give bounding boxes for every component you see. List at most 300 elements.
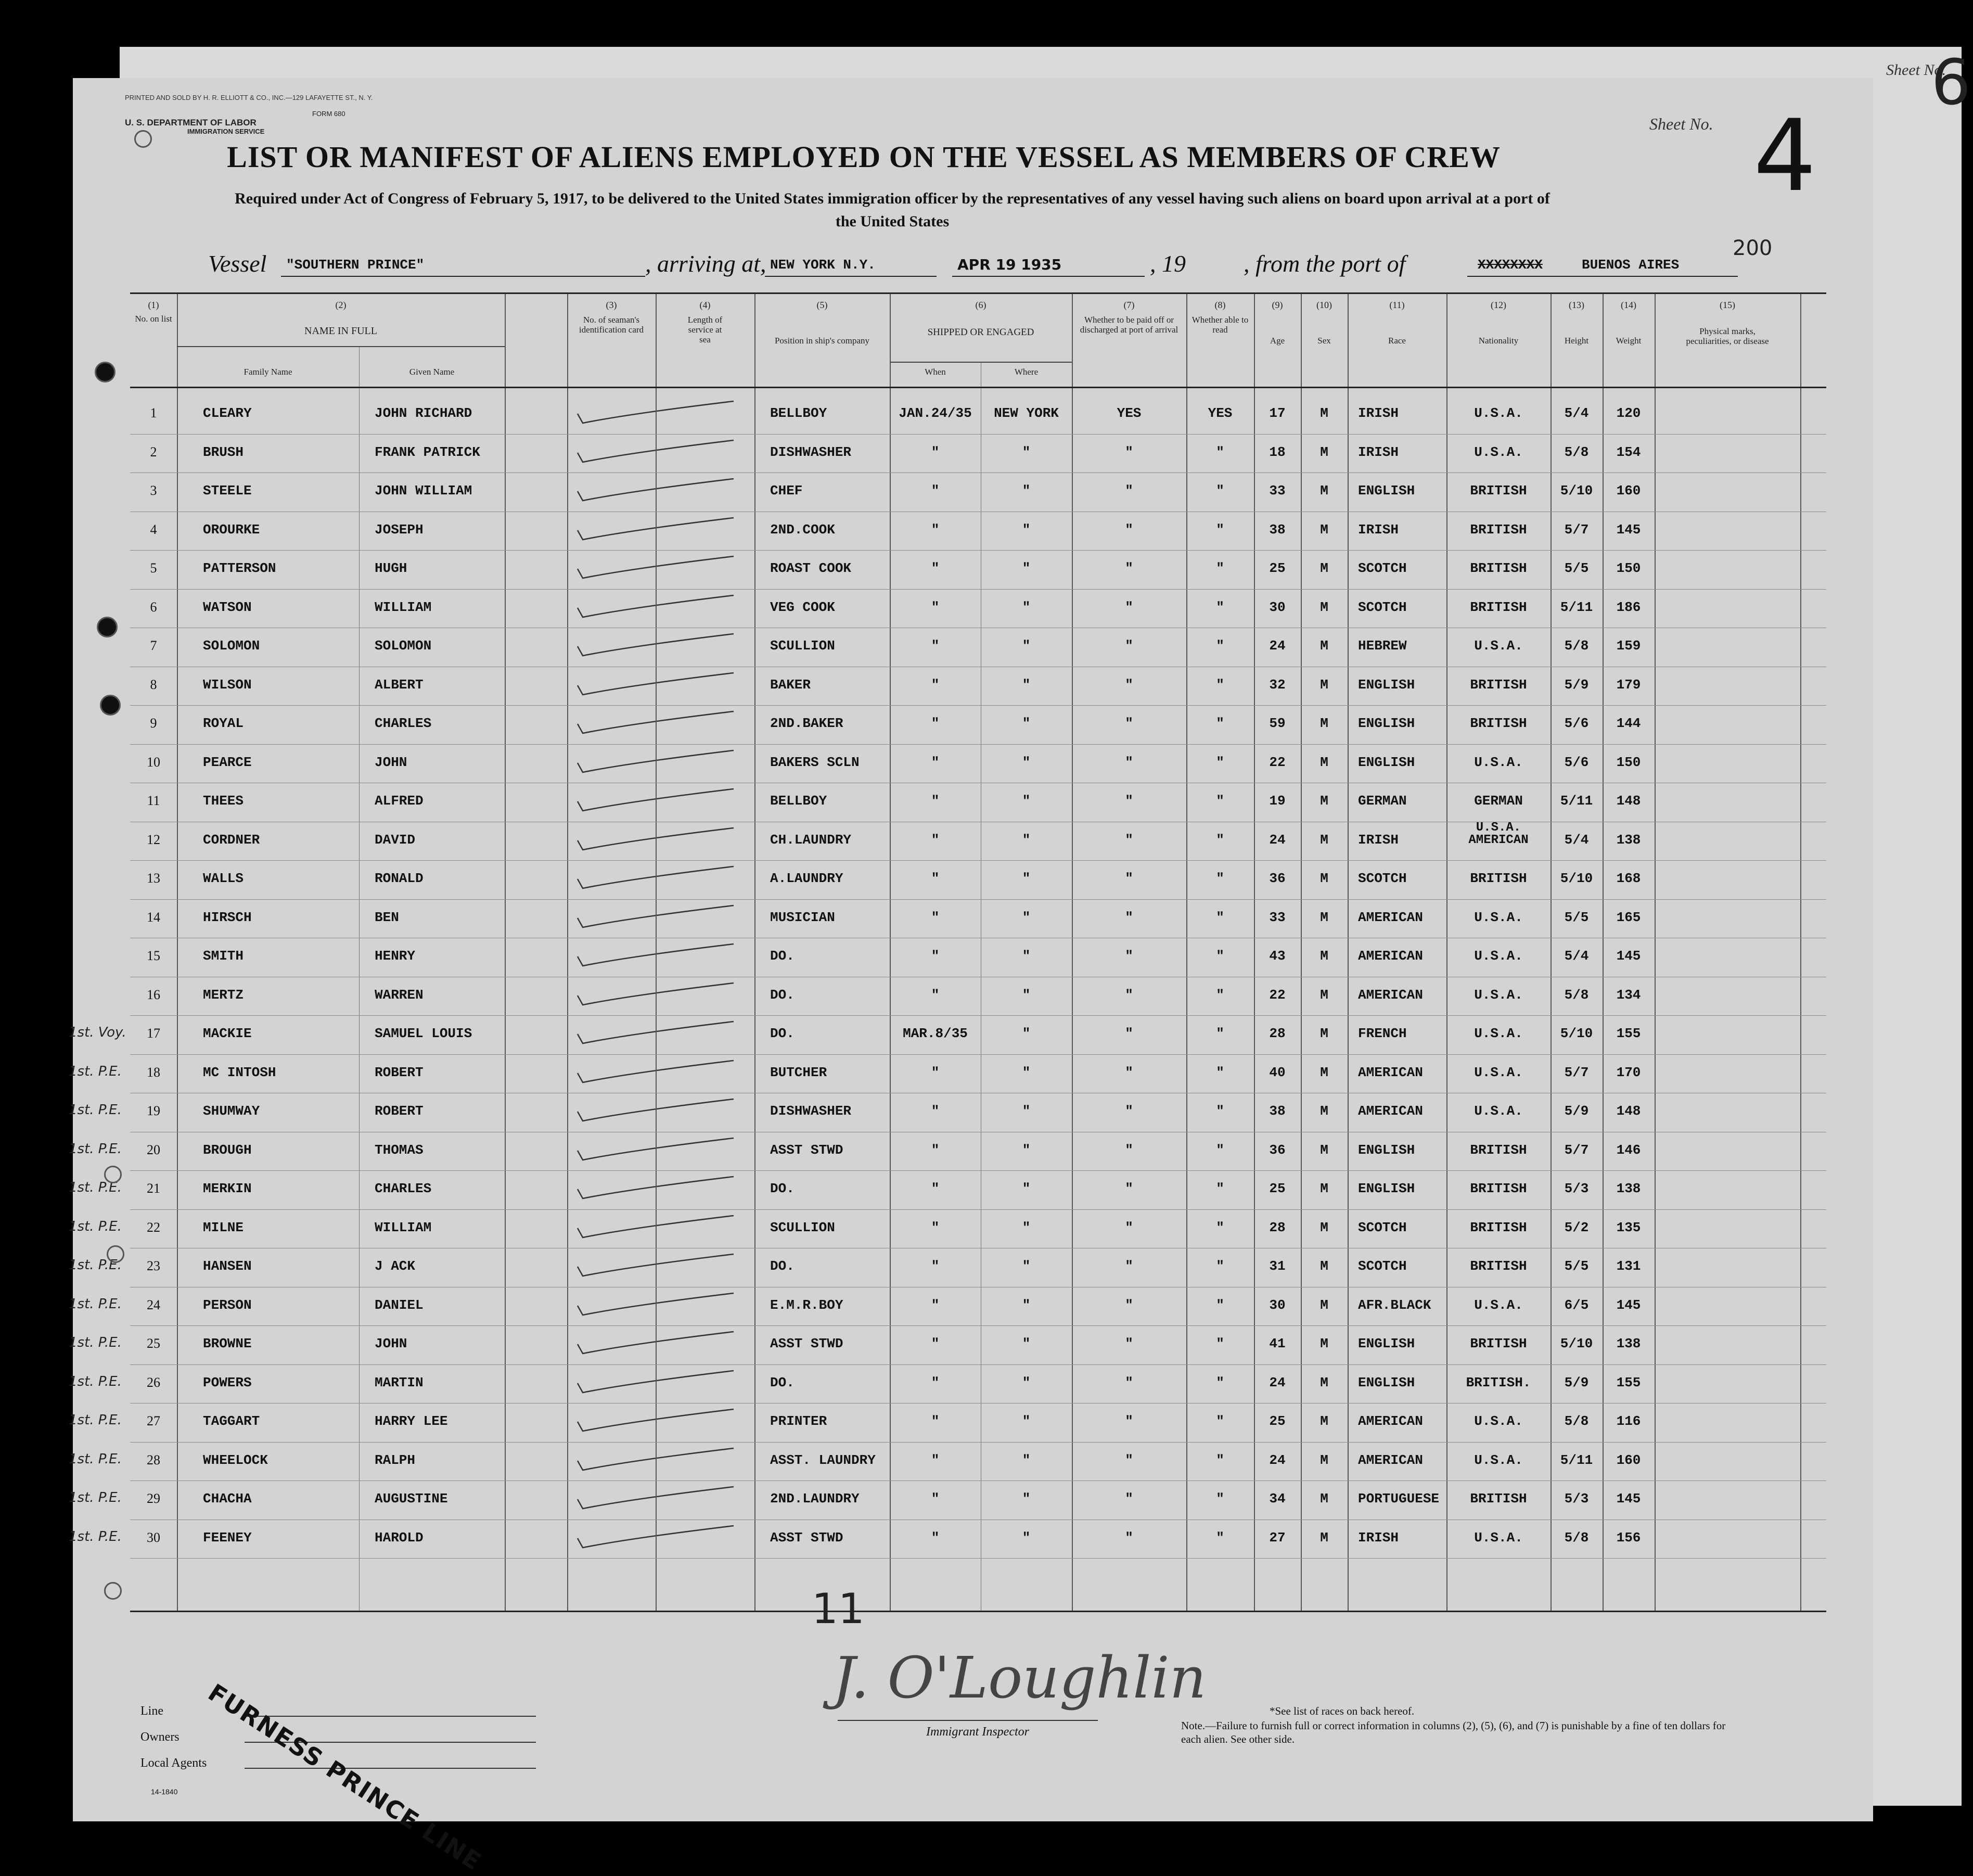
cell-age: 36 [1269, 1142, 1286, 1158]
cell-family-name: SMITH [203, 948, 244, 964]
cell-nationality: U.S.A. [1474, 909, 1523, 925]
col9-header: Age [1270, 336, 1285, 346]
cell-row-number: 23 [147, 1258, 160, 1273]
col13-header: Height [1564, 336, 1589, 346]
cell-paid-off: " [1125, 948, 1133, 964]
cell-paid-off: " [1125, 793, 1133, 809]
cell-weight: 138 [1616, 1336, 1641, 1351]
cell-family-name: PEARCE [203, 754, 252, 770]
cell-position: ASST. LAUNDRY [770, 1452, 876, 1468]
col7-number: (7) [1123, 300, 1135, 310]
cell-weight: 156 [1616, 1529, 1641, 1546]
cell-row-number: 24 [147, 1297, 160, 1312]
cell-given-name: MARTIN [375, 1374, 424, 1390]
cell-shipped-when: " [931, 1258, 940, 1274]
cell-row-number: 27 [147, 1413, 160, 1428]
cell-paid-off: " [1125, 1297, 1133, 1313]
cell-able-to-read: " [1216, 1413, 1224, 1429]
col1-header: No. on list [135, 314, 172, 324]
cell-sex: M [1320, 987, 1328, 1003]
col2a-header: Family Name [244, 367, 292, 377]
cell-age: 24 [1269, 1452, 1286, 1468]
cell-shipped-where: " [1022, 871, 1031, 886]
arriving-label: , arriving at, [645, 250, 766, 277]
cell-height: 5/7 [1564, 1142, 1589, 1158]
cell-able-to-read: " [1216, 1026, 1224, 1041]
table-row [130, 820, 1826, 856]
cell-shipped-where: " [1022, 948, 1031, 964]
cell-position: ASST STWD [770, 1142, 843, 1158]
margin-note: 1st. P.E. [69, 1335, 122, 1350]
cell-age: 27 [1269, 1529, 1286, 1546]
cell-shipped-when: " [931, 1064, 940, 1080]
cell-paid-off: " [1125, 483, 1133, 499]
cell-nationality: BRITISH [1470, 1336, 1527, 1351]
cell-height: 5/6 [1564, 754, 1589, 770]
manifest-page [69, 78, 1873, 1876]
cell-shipped-where: " [1022, 1064, 1031, 1080]
cell-family-name: WALLS [203, 871, 244, 886]
col14-header: Weight [1616, 336, 1642, 346]
cell-family-name: MILNE [203, 1219, 244, 1235]
punch-hole [104, 1166, 122, 1183]
cell-row-number: 21 [147, 1181, 160, 1196]
line-label: Line [140, 1704, 163, 1718]
check-mark-icon [567, 1018, 739, 1050]
cell-weight: 165 [1616, 909, 1641, 925]
col13-number: (13) [1569, 300, 1584, 310]
cell-race: SCOTCH [1358, 1258, 1407, 1274]
margin-note: 1st. P.E. [69, 1141, 122, 1157]
cell-shipped-where: " [1022, 716, 1031, 731]
cell-given-name: BEN [375, 909, 399, 925]
cell-nationality: U.S.A. [1474, 1452, 1523, 1468]
cell-paid-off: " [1125, 1142, 1133, 1158]
col12-number: (12) [1491, 300, 1506, 310]
check-mark-icon [567, 398, 739, 429]
check-mark-icon [567, 708, 739, 739]
cell-row-number: 3 [150, 483, 157, 498]
cell-height: 5/8 [1564, 638, 1589, 654]
cell-sex: M [1320, 948, 1328, 964]
cell-row-number: 29 [147, 1491, 160, 1506]
cell-position: DO. [770, 948, 795, 964]
table-row [69, 1251, 1826, 1282]
margin-note: 1st. P.E. [69, 1490, 122, 1505]
cell-shipped-where: " [1022, 754, 1031, 770]
cell-height: 5/7 [1564, 521, 1589, 538]
cell-given-name: ROBERT [375, 1064, 424, 1080]
owners-label: Owners [140, 1730, 180, 1744]
cell-race: ENGLISH [1358, 1336, 1415, 1351]
cell-weight: 145 [1616, 1297, 1641, 1313]
cell-nationality: U.S.A. [1474, 948, 1523, 964]
cell-paid-off: " [1125, 754, 1133, 770]
cell-paid-off: " [1125, 1336, 1133, 1351]
cell-shipped-when: " [931, 716, 940, 731]
cell-age: 28 [1269, 1219, 1286, 1235]
cell-weight: 160 [1616, 483, 1641, 499]
col1-number: (1) [148, 300, 159, 310]
from-port-struck: XXXXXXXX [1478, 257, 1543, 273]
cell-race: SCOTCH [1358, 1219, 1407, 1235]
table-row [69, 1096, 1826, 1127]
cell-race: AMERICAN [1358, 948, 1423, 964]
cell-given-name: THOMAS [375, 1142, 424, 1158]
cell-shipped-when: " [931, 521, 940, 538]
col8-number: (8) [1214, 300, 1226, 310]
cell-weight: 160 [1616, 1452, 1641, 1468]
cell-position: DISHWASHER [770, 444, 852, 460]
cell-nationality: BRITISH [1470, 599, 1527, 615]
cell-nationality: U.S.A. [1474, 1413, 1523, 1429]
date-stamp: APR 19 1935 [957, 256, 1062, 273]
races-note: *See list of races on back hereof. [1270, 1705, 1415, 1717]
cell-nationality: U.S.A. [1474, 1064, 1523, 1080]
cell-shipped-when: " [931, 1103, 940, 1119]
cell-family-name: MC INTOSH [203, 1064, 276, 1080]
cell-position: VEG COOK [770, 599, 835, 615]
manifest-subtitle: Required under Act of Congress of February 5, 1917, to be delivered to the United States immigration officer by the representatives of any vessel having such aliens on board upon arrival at a port of the United States [235, 190, 1550, 230]
col14-number: (14) [1621, 300, 1636, 310]
check-mark-icon [567, 592, 739, 623]
cell-shipped-where: " [1022, 599, 1031, 615]
cell-race: IRISH [1358, 405, 1399, 421]
check-mark-icon [567, 747, 739, 779]
cell-sex: M [1320, 1529, 1328, 1546]
cell-height: 5/5 [1564, 1258, 1589, 1274]
table-row [130, 708, 1826, 739]
cell-position: ROAST COOK [770, 560, 852, 576]
col2-header: NAME IN FULL [304, 325, 377, 337]
check-mark-icon [567, 515, 739, 546]
cell-weight: 154 [1616, 444, 1641, 460]
cell-position: BAKER [770, 677, 811, 693]
cell-weight: 138 [1616, 832, 1641, 848]
cell-nationality: U.S.A. [1474, 987, 1523, 1003]
cell-family-name: MACKIE [203, 1026, 252, 1041]
cell-position: DO. [770, 1258, 795, 1274]
cell-sex: M [1320, 909, 1328, 925]
col12-header: Nationality [1478, 336, 1519, 346]
col6a-header: When [925, 367, 946, 377]
cell-race: IRISH [1358, 444, 1399, 460]
cell-paid-off: " [1125, 560, 1133, 576]
vessel-name: "SOUTHERN PRINCE" [286, 257, 425, 273]
cell-sex: M [1320, 832, 1328, 848]
cell-family-name: TAGGART [203, 1413, 260, 1429]
check-mark-icon [567, 980, 739, 1011]
cell-shipped-when: MAR.8/35 [903, 1026, 968, 1041]
col9-number: (9) [1272, 300, 1283, 310]
cell-paid-off: " [1125, 909, 1133, 925]
cell-sex: M [1320, 599, 1328, 615]
margin-note: 1st. Voy. [69, 1025, 126, 1040]
cell-race: AMERICAN [1358, 1413, 1423, 1429]
margin-note: 1st. P.E. [69, 1528, 122, 1545]
cell-able-to-read: " [1216, 521, 1224, 538]
col6-header: SHIPPED OR ENGAGED [927, 327, 1034, 338]
cell-position: 2ND.BAKER [770, 716, 843, 731]
cell-position: DO. [770, 1026, 795, 1041]
cell-shipped-when: " [931, 1491, 940, 1507]
cell-paid-off: " [1125, 716, 1133, 731]
cell-nationality: BRITISH [1470, 1491, 1527, 1507]
cell-sex: M [1320, 1452, 1328, 1468]
cell-height: 5/8 [1564, 1413, 1589, 1429]
cell-able-to-read: " [1216, 793, 1224, 809]
cell-shipped-when: " [931, 1529, 940, 1546]
cell-family-name: CLEARY [203, 405, 252, 421]
line-stamp: FURNESS PRINCE LINE [203, 1678, 487, 1876]
cell-shipped-where: " [1022, 1026, 1031, 1041]
cell-weight: 148 [1616, 793, 1641, 809]
crew-table [69, 292, 1826, 1612]
cell-paid-off: " [1125, 987, 1133, 1003]
cell-paid-off: " [1125, 1413, 1133, 1429]
cell-family-name: ROYAL [203, 716, 244, 731]
cell-shipped-where: " [1022, 560, 1031, 576]
col3-number: (3) [606, 300, 617, 310]
check-mark-icon [567, 1523, 739, 1554]
cell-able-to-read: " [1216, 1258, 1224, 1274]
cell-sex: M [1320, 1336, 1328, 1351]
cell-given-name: JOSEPH [375, 521, 424, 538]
table-row [130, 941, 1826, 972]
cell-shipped-where: " [1022, 1258, 1031, 1274]
cell-row-number: 25 [147, 1336, 160, 1351]
cell-given-name: JOHN WILLIAM [375, 483, 472, 499]
cell-family-name: BRUSH [203, 444, 244, 460]
cell-weight: 135 [1616, 1219, 1641, 1235]
margin-note: 1st. P.E. [69, 1296, 122, 1312]
cell-age: 41 [1269, 1336, 1286, 1351]
vessel-count: 200 [1733, 236, 1773, 260]
cell-able-to-read: " [1216, 1181, 1224, 1196]
cell-able-to-read: " [1216, 754, 1224, 770]
cell-paid-off: " [1125, 521, 1133, 538]
cell-age: 33 [1269, 483, 1286, 499]
cell-height: 5/9 [1564, 1374, 1589, 1390]
form-code: 14-1840 [151, 1788, 178, 1796]
cell-paid-off: " [1125, 638, 1133, 654]
check-mark-icon [567, 1251, 739, 1282]
cell-shipped-where: " [1022, 1219, 1031, 1235]
vessel-label: Vessel [208, 250, 267, 277]
cell-age: 18 [1269, 444, 1286, 460]
cell-paid-off: " [1125, 1452, 1133, 1468]
cell-nationality: BRITISH. [1466, 1374, 1531, 1390]
cell-nationality: BRITISH [1470, 483, 1527, 499]
cell-position: CH.LAUNDRY [770, 832, 852, 848]
cell-sex: M [1320, 560, 1328, 576]
cell-family-name: WILSON [203, 677, 252, 693]
cell-shipped-where: " [1022, 677, 1031, 693]
cell-race: GERMAN [1358, 793, 1407, 809]
cell-able-to-read: " [1216, 560, 1224, 576]
table-row [130, 980, 1826, 1011]
cell-age: 43 [1269, 948, 1286, 964]
cell-position: A.LAUNDRY [770, 871, 843, 886]
cell-position: DO. [770, 987, 795, 1003]
cell-row-number: 16 [147, 987, 160, 1002]
cell-position: SCULLION [770, 1219, 835, 1235]
table-row [130, 631, 1826, 662]
cell-position: E.M.R.BOY [770, 1297, 843, 1313]
cell-age: 25 [1269, 1413, 1286, 1429]
margin-note: 1st. P.E. [69, 1102, 122, 1118]
cell-weight: 148 [1616, 1103, 1641, 1119]
table-row [130, 863, 1826, 895]
cell-height: 6/5 [1564, 1297, 1589, 1313]
cell-given-name: JOHN RICHARD [375, 405, 472, 421]
cell-race: AMERICAN [1358, 1103, 1423, 1119]
cell-paid-off: " [1125, 832, 1133, 848]
cell-position: PRINTER [770, 1413, 827, 1429]
cell-position: BUTCHER [770, 1064, 827, 1080]
check-mark-icon [567, 1329, 739, 1360]
check-mark-icon [567, 631, 739, 662]
cell-able-to-read: " [1216, 948, 1224, 964]
cell-height: 5/8 [1564, 1529, 1589, 1546]
cell-family-name: CHACHA [203, 1491, 252, 1507]
cell-family-name: STEELE [203, 483, 252, 499]
punch-hole [97, 617, 118, 637]
cell-able-to-read: " [1216, 1142, 1224, 1158]
cell-age: 33 [1269, 909, 1286, 925]
cell-sex: M [1320, 1219, 1328, 1235]
cell-shipped-when: " [931, 1413, 940, 1429]
cell-shipped-where: " [1022, 1491, 1031, 1507]
cell-position: SCULLION [770, 638, 835, 654]
cell-nationality: U.S.A. [1474, 1026, 1523, 1041]
cell-nationality: BRITISH [1470, 716, 1527, 731]
col4-header: Length of service at sea [687, 315, 723, 344]
cell-sex: M [1320, 638, 1328, 654]
cell-weight: 145 [1616, 521, 1641, 538]
cell-position: MUSICIAN [770, 909, 835, 925]
col10-number: (10) [1316, 300, 1332, 310]
cell-weight: 131 [1616, 1258, 1641, 1274]
check-mark-icon [567, 941, 739, 972]
cell-nationality: U.S.A. [1474, 405, 1523, 421]
cell-age: 17 [1269, 405, 1286, 421]
cell-paid-off: " [1125, 871, 1133, 886]
from-port: BUENOS AIRES [1582, 257, 1680, 273]
cell-row-number: 19 [147, 1103, 160, 1118]
cell-given-name: SAMUEL LOUIS [375, 1026, 472, 1041]
cell-age: 34 [1269, 1491, 1286, 1507]
cell-shipped-where: " [1022, 793, 1031, 809]
cell-given-name: CHARLES [375, 716, 432, 731]
check-mark-icon [567, 1406, 739, 1437]
cell-paid-off: YES [1117, 405, 1142, 421]
cell-family-name: PATTERSON [203, 560, 276, 576]
col8-header: Whether able to read [1192, 315, 1249, 335]
check-mark-icon [567, 1445, 739, 1476]
cell-sex: M [1320, 1297, 1328, 1313]
cell-family-name: PERSON [203, 1297, 252, 1313]
cell-able-to-read: YES [1208, 405, 1233, 421]
table-row [130, 670, 1826, 701]
cell-row-number: 9 [150, 716, 157, 731]
table-row [130, 553, 1826, 584]
cell-sex: M [1320, 1026, 1328, 1041]
punch-hole [107, 1245, 124, 1263]
cell-given-name: DANIEL [375, 1297, 424, 1313]
sheet-number-label: Sheet No. [1649, 114, 1713, 133]
cell-shipped-when: " [931, 793, 940, 809]
cell-race: ENGLISH [1358, 716, 1415, 731]
cell-age: 24 [1269, 638, 1286, 654]
cell-race: SCOTCH [1358, 871, 1407, 886]
under-sheet-number: 6 [1931, 47, 1971, 119]
cell-nationality: U.S.A. AMERICAN [1468, 820, 1529, 847]
check-mark-icon [567, 1290, 739, 1321]
cell-paid-off: " [1125, 1064, 1133, 1080]
cell-given-name: SOLOMON [375, 638, 432, 654]
cell-height: 5/10 [1560, 871, 1593, 886]
cell-paid-off: " [1125, 1026, 1133, 1041]
cell-height: 5/11 [1560, 1452, 1593, 1468]
cell-race: ENGLISH [1358, 1142, 1415, 1158]
cell-position: BELLBOY [770, 405, 827, 421]
cell-able-to-read: " [1216, 1491, 1224, 1507]
cell-position: BELLBOY [770, 793, 827, 809]
check-mark-icon [567, 1057, 739, 1089]
margin-note: 1st. P.E. [69, 1063, 122, 1079]
cell-able-to-read: " [1216, 638, 1224, 654]
table-row [69, 1213, 1826, 1244]
cell-position: DO. [770, 1374, 795, 1390]
cell-given-name: DAVID [375, 832, 416, 848]
cell-nationality: U.S.A. [1474, 444, 1523, 460]
cell-able-to-read: " [1216, 871, 1224, 886]
table-row [130, 592, 1826, 623]
cell-shipped-when: " [931, 754, 940, 770]
cell-race: ENGLISH [1358, 1374, 1415, 1390]
cell-position: 2ND.COOK [770, 521, 835, 538]
cell-family-name: MERTZ [203, 987, 244, 1003]
cell-shipped-when: " [931, 1297, 940, 1313]
cell-nationality: U.S.A. [1474, 1103, 1523, 1119]
cell-age: 30 [1269, 1297, 1286, 1313]
cell-row-number: 7 [150, 638, 157, 653]
cell-weight: 155 [1616, 1026, 1641, 1041]
cell-nationality: BRITISH [1470, 677, 1527, 693]
margin-note: 1st. P.E. [69, 1218, 122, 1234]
margin-note: 1st. P.E. [69, 1257, 122, 1273]
cell-age: 19 [1269, 793, 1286, 809]
cell-paid-off: " [1125, 1219, 1133, 1235]
cell-weight: 116 [1616, 1413, 1641, 1429]
cell-nationality: BRITISH [1470, 1219, 1527, 1235]
cell-shipped-where: " [1022, 1142, 1031, 1158]
cell-given-name: WILLIAM [375, 599, 432, 615]
arriving-port: NEW YORK N.Y. [770, 257, 876, 273]
table-row [130, 515, 1826, 546]
check-mark-icon [567, 1484, 739, 1515]
cell-given-name: HARRY LEE [375, 1413, 448, 1429]
cell-weight: 145 [1616, 948, 1641, 964]
inspector-signature: J. O'Loughlin [832, 1644, 1207, 1711]
cell-age: 32 [1269, 677, 1286, 693]
cell-height: 5/8 [1564, 987, 1589, 1003]
table-row [69, 1135, 1826, 1166]
cell-sex: M [1320, 871, 1328, 886]
cell-age: 31 [1269, 1258, 1286, 1274]
cell-row-number: 26 [147, 1374, 160, 1390]
